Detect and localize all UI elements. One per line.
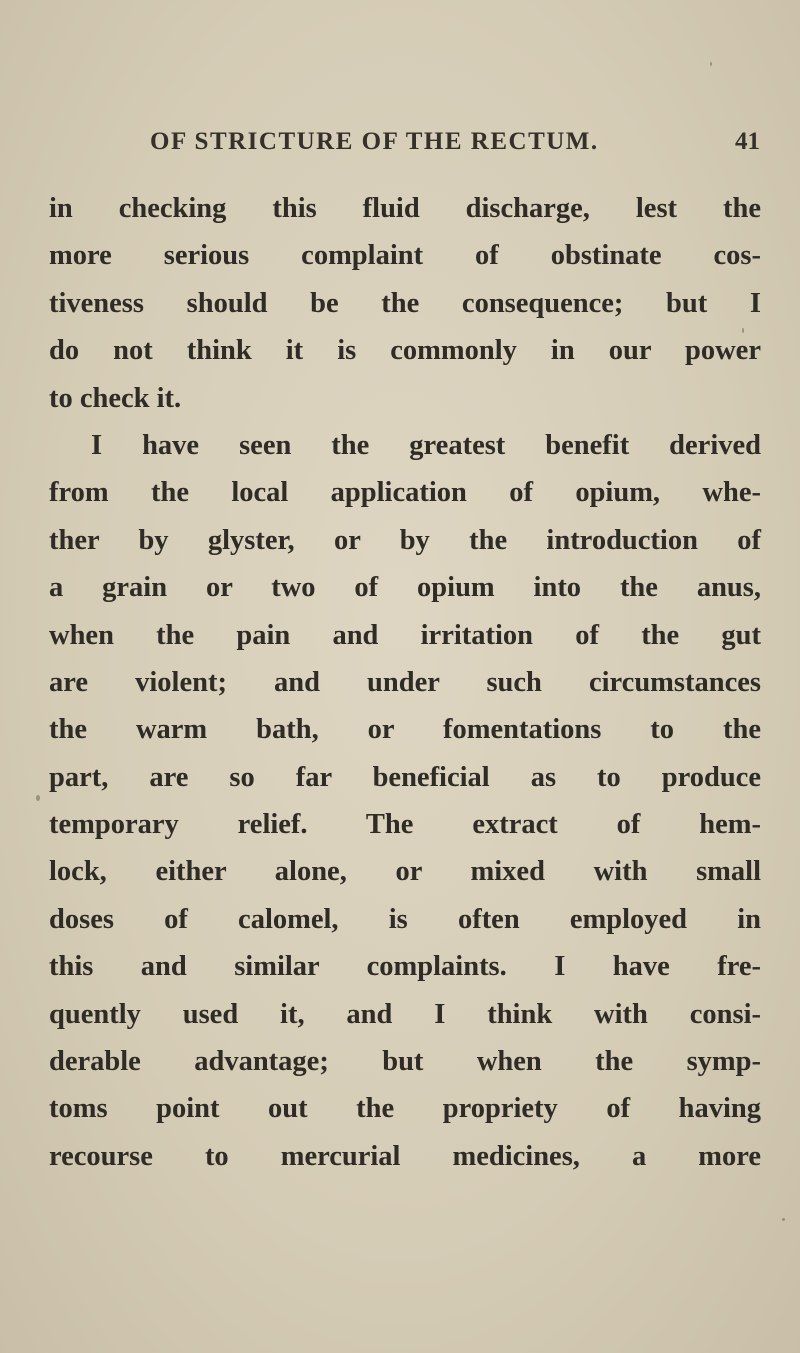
- text-line: the warm bath, or fomentations to the: [49, 714, 761, 746]
- text-line: tiveness should be the consequence; but I: [49, 287, 761, 319]
- running-title: OF STRICTURE OF THE RECTUM.: [150, 128, 599, 155]
- text-line: do not think it is commonly in our power: [49, 335, 761, 367]
- text-line: doses of calomel, is often employed in: [49, 903, 761, 935]
- paper-speck: [710, 62, 712, 66]
- page-number: 41: [735, 128, 760, 155]
- text-line: are violent; and under such circumstances: [49, 666, 761, 698]
- text-line: temporary relief. The extract of hem-: [49, 809, 761, 841]
- body-text: [49, 185, 761, 1180]
- paper-speck: [782, 1218, 785, 1221]
- text-line: a grain or two of opium into the anus,: [49, 572, 761, 604]
- text-line: ther by glyster, or by the introduction of: [49, 524, 761, 556]
- text-line: quently used it, and I think with consi-: [49, 998, 761, 1030]
- text-line: part, are so far beneficial as to produce: [49, 761, 761, 793]
- text-line: derable advantage; but when the symp-: [49, 1046, 761, 1078]
- running-head: [120, 128, 760, 168]
- text-line: this and similar complaints. I have fre-: [49, 951, 761, 983]
- text-line: in checking this fluid discharge, lest the: [49, 193, 761, 224]
- paper-speck: [36, 795, 40, 801]
- paper-speck: [742, 328, 744, 333]
- text-line: more serious complaint of obstinate cos-: [49, 240, 761, 272]
- text-line: toms point out the propriety of having: [49, 1093, 761, 1125]
- paragraph-start-line: I have seen the greatest benefit derived: [91, 429, 761, 461]
- text-line: when the pain and irritation of the gut: [49, 619, 761, 651]
- text-line: lock, either alone, or mixed with small: [49, 856, 761, 888]
- text-line: from the local application of opium, whe-: [49, 477, 761, 509]
- text-line: recourse to mercurial medicines, a more: [49, 1140, 761, 1172]
- text-line: to check it.: [49, 382, 182, 414]
